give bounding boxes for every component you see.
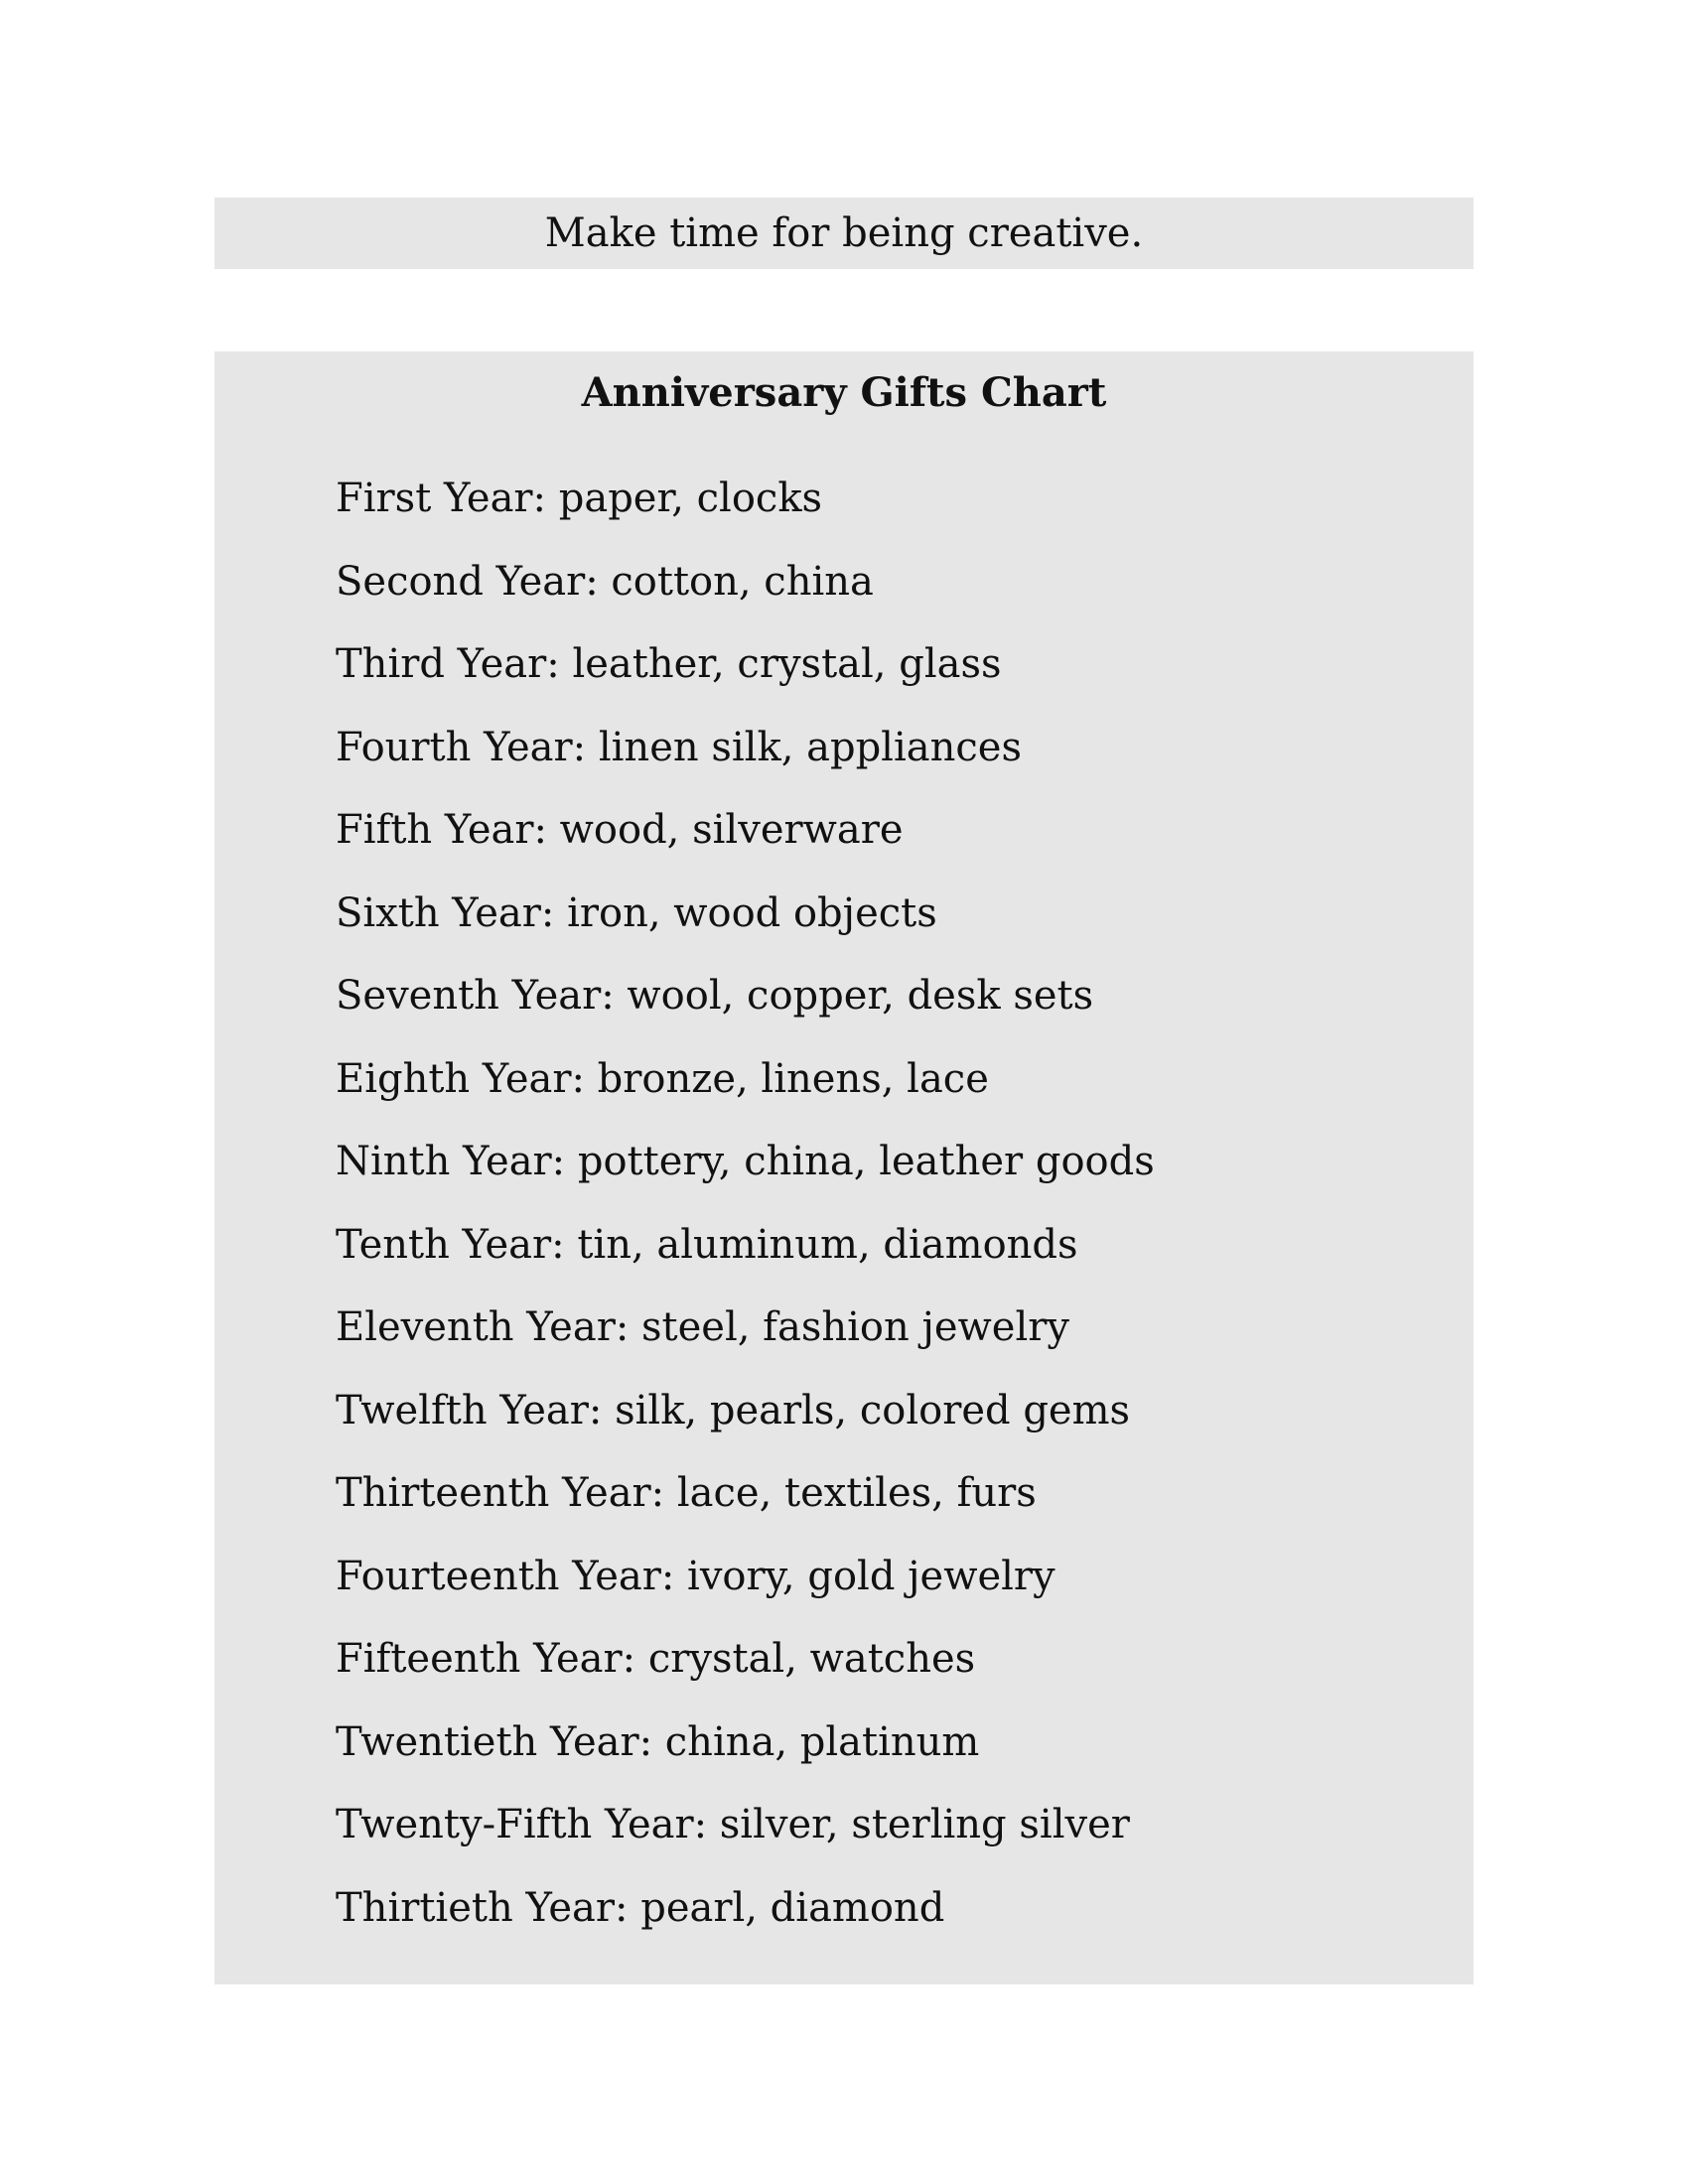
gift-item: Fourteenth Year: ivory, gold jewelry: [336, 1553, 1055, 1599]
gift-item: Fourth Year: linen silk, appliances: [336, 724, 1022, 770]
anniversary-gifts-panel: [214, 351, 1474, 1984]
gift-item: Twelfth Year: silk, pearls, colored gems: [336, 1387, 1131, 1433]
gift-item: Second Year: cotton, china: [336, 558, 874, 605]
gift-item: Seventh Year: wool, copper, desk sets: [336, 973, 1094, 1019]
gift-item: Fifteenth Year: crystal, watches: [336, 1636, 976, 1682]
gift-item: Third Year: leather, crystal, glass: [336, 641, 1002, 687]
gift-item: Sixth Year: iron, wood objects: [336, 889, 937, 936]
gift-item: Thirteenth Year: lace, textiles, furs: [336, 1470, 1037, 1516]
gift-item: First Year: paper, clocks: [336, 476, 823, 521]
gift-item: Twentieth Year: china, platinum: [336, 1718, 980, 1765]
gift-item: Ninth Year: pottery, china, leather goods: [336, 1139, 1155, 1184]
gift-item: Eighth Year: bronze, linens, lace: [336, 1055, 989, 1102]
gift-item: Thirtieth Year: pearl, diamond: [336, 1884, 945, 1931]
gift-item: Eleventh Year: steel, fashion jewelry: [336, 1304, 1069, 1350]
gift-item: Twenty-Fifth Year: silver, sterling silver: [336, 1802, 1130, 1847]
quote-banner: [214, 198, 1474, 269]
gift-list: [336, 471, 1155, 1963]
chart-title: Anniversary Gifts Chart: [581, 369, 1107, 416]
quote-text: Make time for being creative.: [544, 210, 1144, 256]
gift-item: Tenth Year: tin, aluminum, diamonds: [336, 1221, 1078, 1268]
gift-item: Fifth Year: wood, silverware: [336, 807, 904, 853]
